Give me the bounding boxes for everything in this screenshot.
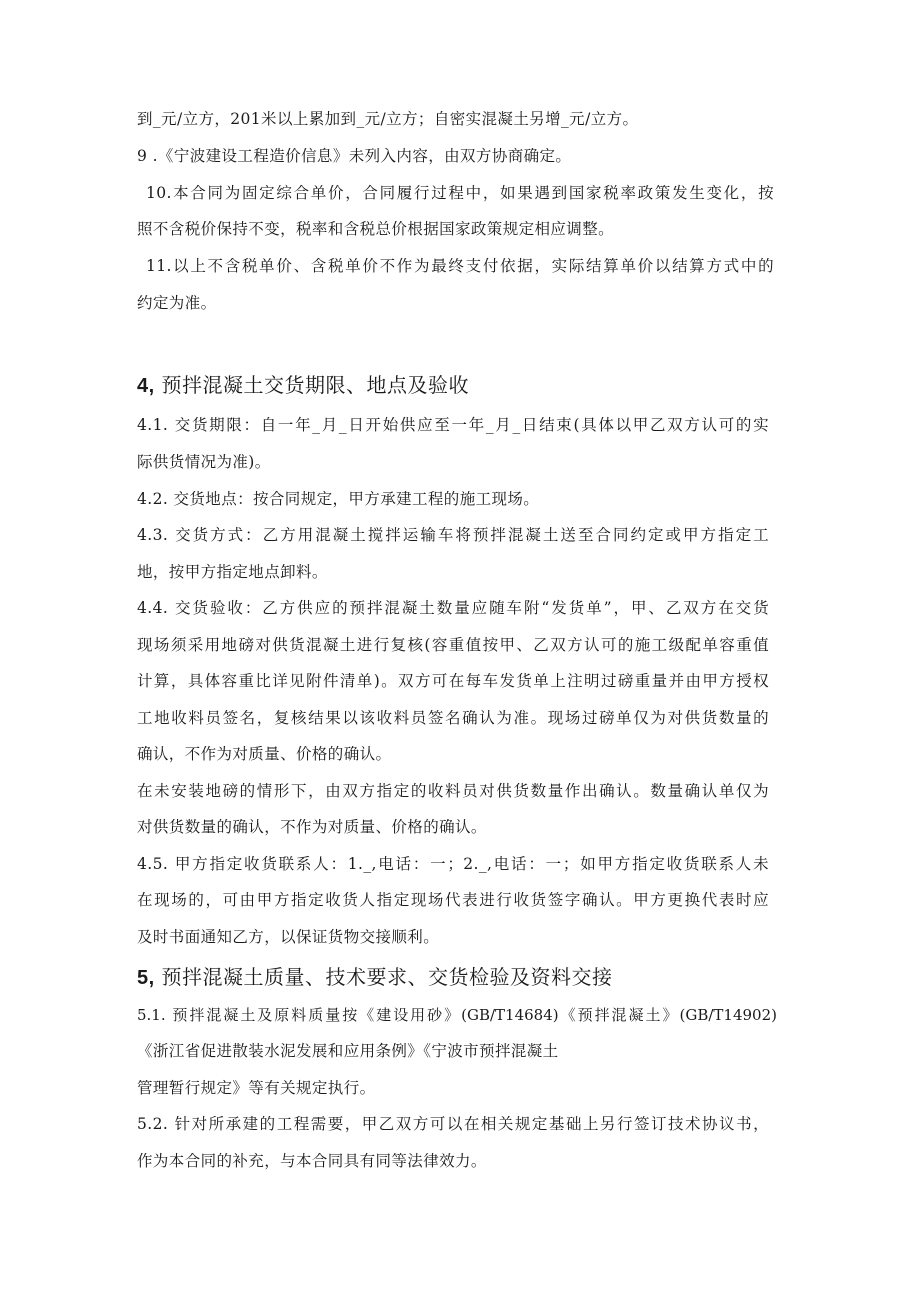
paragraph-line: 现场须采用地磅对供货混凝土进行复核(容重值按甲、乙双方认可的施工级配单容重值: [137, 636, 769, 654]
section-5-number: 5,: [137, 967, 155, 989]
paragraph-line: 9 .《宁波建设工程造价信息》未列入内容，由双方协商确定。: [137, 147, 572, 165]
paragraph-line: 4.2. 交货地点：按合同规定，甲方承建工程的施工现场。: [137, 490, 540, 508]
paragraph-line: 管理暂行规定》等有关规定执行。: [137, 1079, 376, 1097]
paragraph-line: 确认，不作为对质量、价格的确认。: [137, 745, 392, 763]
paragraph-line: 11.以上不含税单价、含税单价不作为最终支付依据，实际结算单价以结算方式中的: [146, 257, 774, 275]
paragraph-line: 5.1. 预拌混凝土及原料质量按《建设用砂》(GB/T14684)《预拌混凝土》(GB/T14902): [137, 1006, 777, 1024]
section-4-heading: [137, 372, 469, 399]
paragraph-line: 4.4. 交货验收：乙方供应的预拌混凝土数量应随车附“发货单”，甲、乙双方在交货: [137, 599, 769, 617]
paragraph-line: 4.1. 交货期限：自一年_月_日开始供应至一年_月_日结束(具体以甲乙双方认可的实: [137, 416, 769, 434]
paragraph-line: 在未安装地磅的情形下，由双方指定的收料员对供货数量作出确认。数量确认单仅为: [137, 782, 769, 800]
paragraph-line: 4.5. 甲方指定收货联系人：1._,电话：一；2._,电话：一；如甲方指定收货联系人未: [137, 855, 769, 873]
paragraph-line: 及时书面通知乙方，以保证货物交接顺利。: [137, 928, 440, 946]
paragraph-line: 照不含税价保持不变，税率和含税总价根据国家政策规定相应调整。: [137, 220, 615, 238]
section-5-title: 预拌混凝土质量、技术要求、交货检验及资料交接: [161, 965, 613, 989]
paragraph-line: 工地收料员签名，复核结果以该收料员签名确认为准。现场过磅单仅为对供货数量的: [137, 709, 769, 727]
paragraph-line: 《浙江省促进散装水泥发展和应用条例》《宁波市预拌混凝土: [137, 1042, 559, 1060]
section-4-number: 4,: [137, 375, 155, 397]
paragraph-line: 到_元/立方，201米以上累加到_元/立方；自密实混凝土另增_元/立方。: [137, 110, 639, 128]
paragraph-line: 对供货数量的确认，不作为对质量、价格的确认。: [137, 818, 487, 836]
section-5-heading: [137, 964, 613, 991]
paragraph-line: 地，按甲方指定地点卸料。: [137, 563, 328, 581]
paragraph-line: 作为本合同的补充，与本合同具有同等法律效力。: [137, 1152, 487, 1170]
paragraph-line: 5.2. 针对所承建的工程需要，甲乙双方可以在相关规定基础上另行签订技术协议书，: [137, 1115, 769, 1133]
paragraph-line: 计算，具体容重比详见附件清单)。双方可在每车发货单上注明过磅重量并由甲方授权: [137, 672, 769, 690]
paragraph-line: 10.本合同为固定综合单价，合同履行过程中，如果遇到国家税率政策发生变化，按: [146, 184, 774, 202]
paragraph-line: 约定为准。: [137, 294, 217, 312]
paragraph-line: 际供货情况为准)。: [137, 453, 271, 471]
paragraph-line: 在现场的，可由甲方指定收货人指定现场代表进行收货签字确认。甲方更换代表时应: [137, 891, 769, 909]
section-4-title: 预拌混凝土交货期限、地点及验收: [161, 373, 470, 397]
paragraph-line: 4.3. 交货方式：乙方用混凝土搅拌运输车将预拌混凝土送至合同约定或甲方指定工: [137, 526, 769, 544]
